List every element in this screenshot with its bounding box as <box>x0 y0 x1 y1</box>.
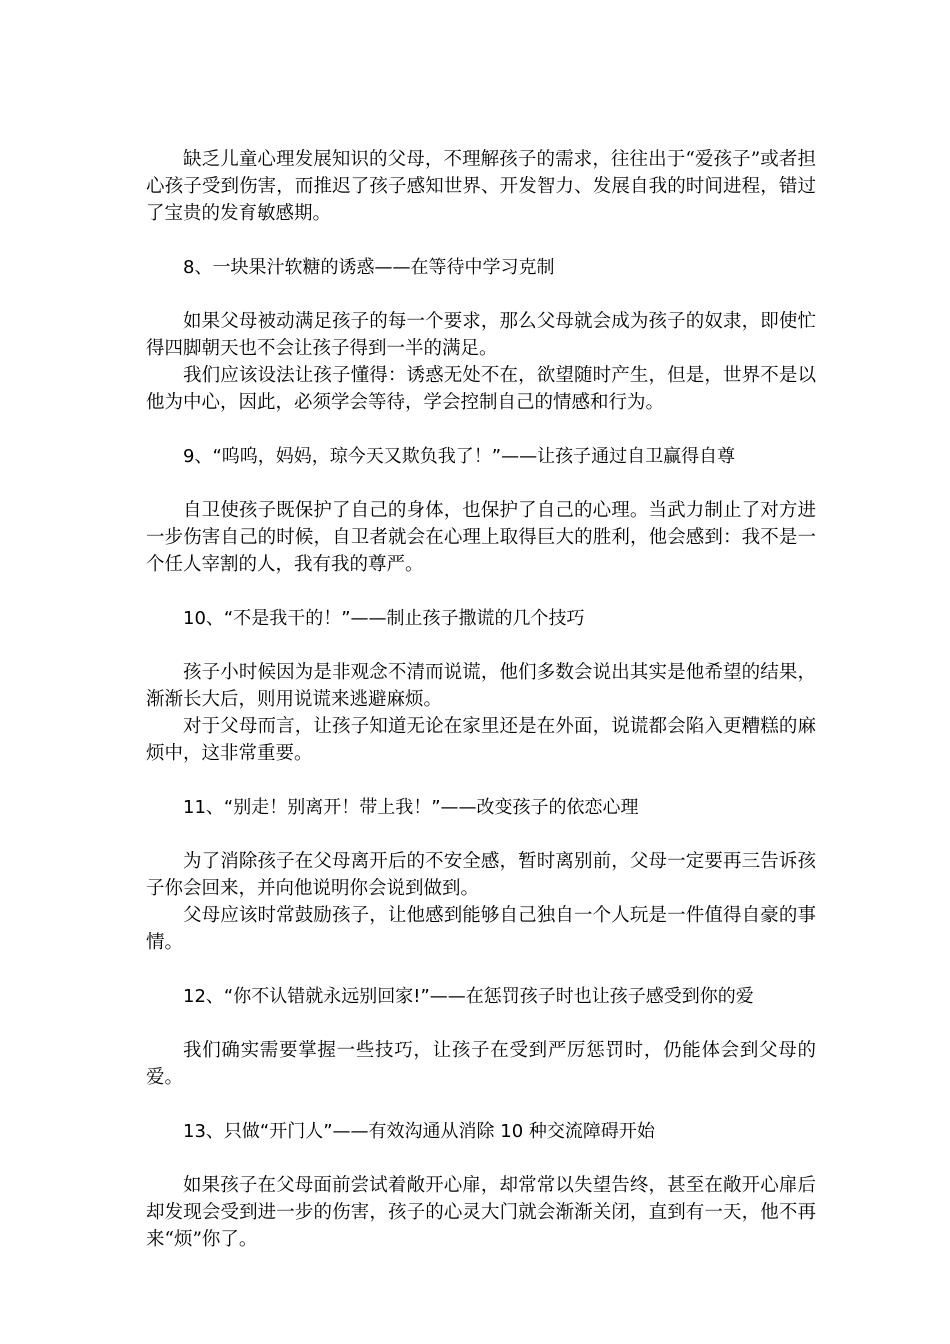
paragraph-8a: 如果父母被动满足孩子的每一个要求，那么父母就会成为孩子的奴隶，即使忙得四脚朝天也不会让孩子得到一半的满足。 <box>146 311 816 359</box>
paragraph-13: 如果孩子在父母面前尝试着敞开心扉，却常常以失望告终，甚至在敞开心扉后却发现会受到进一步的伤害，孩子的心灵大门就会渐渐关闭，直到有一天，他不再来“烦”你了。 <box>146 1175 816 1250</box>
paragraph-9: 自卫使孩子既保护了自己的身体，也保护了自己的心理。当武力制止了对方进一步伤害自己的时候，自卫者就会在心理上取得巨大的胜利，他会感到：我不是一个任人宰割的人，我有我的尊严。 <box>146 500 816 575</box>
section-heading-10: 10、“不是我干的！”——制止孩子撒谎的几个技巧 <box>183 608 585 629</box>
paragraph-11b: 父母应该时常鼓励孩子，让他感到能够自己独自一个人玩是一件值得自豪的事情。 <box>146 905 816 953</box>
paragraph-10b: 对于父母而言，让孩子知道无论在家里还是在外面，说谎都会陷入更糟糕的麻烦中，这非常重要。 <box>146 716 816 764</box>
paragraph-8b: 我们应该设法让孩子懂得：诱惑无处不在，欲望随时产生，但是，世界不是以他为中心，因此，必须学会等待，学会控制自己的情感和行为。 <box>146 365 816 413</box>
document-page <box>146 146 816 1253</box>
paragraph-intro: 缺乏儿童心理发展知识的父母，不理解孩子的需求，往往出于“爱孩子”或者担心孩子受到伤害，而推迟了孩子感知世界、开发智力、发展自我的时间进程，错过了宝贵的发育敏感期。 <box>146 149 816 224</box>
section-heading-9: 9、“呜呜，妈妈，琼今天又欺负我了！”——让孩子通过自卫赢得自尊 <box>183 446 736 467</box>
section-heading-12: 12、“你不认错就永远别回家!”——在惩罚孩子时也让孩子感受到你的爱 <box>183 986 754 1007</box>
section-heading-13: 13、只做“开门人”——有效沟通从消除 10 种交流障碍开始 <box>183 1121 655 1142</box>
paragraph-12: 我们确实需要掌握一些技巧，让孩子在受到严厉惩罚时，仍能体会到父母的爱。 <box>146 1040 816 1088</box>
paragraph-11a: 为了消除孩子在父母离开后的不安全感，暂时离别前，父母一定要再三告诉孩子你会回来，并向他说明你会说到做到。 <box>146 851 816 899</box>
section-heading-11: 11、“别走！别离开！带上我！”——改变孩子的依恋心理 <box>183 797 639 818</box>
section-heading-8: 8、一块果汁软糖的诱惑——在等待中学习克制 <box>183 257 555 278</box>
paragraph-10a: 孩子小时候因为是非观念不清而说谎，他们多数会说出其实是他希望的结果，渐渐长大后，则用说谎来逃避麻烦。 <box>146 662 816 710</box>
